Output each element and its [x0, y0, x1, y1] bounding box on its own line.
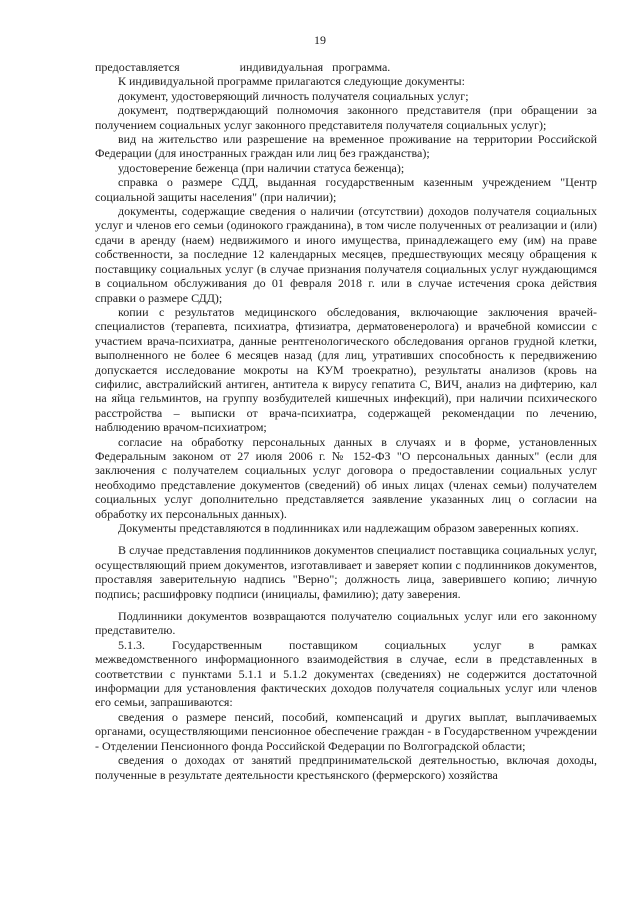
paragraph-residence-permit: вид на жительство или разрешение на временное проживание на территории Российской Федерации (для иностранных граждан или лиц без гражданства);: [95, 132, 597, 161]
paragraph-pension-info: сведения о размере пенсий, пособий, компенсаций и других выплат, выплачиваемых органами, осуществляющими пенсионное обеспечение граждан - в Государственном учреждении - Отделении Пенсионного фонда Российской Федерации по Волгоградской области;: [95, 709, 597, 753]
paragraph-5-1-3: 5.1.3. Государственным поставщиком социальных услуг в рамках межведомственного информационного взаимодействия в случае, если в представленных в соответствии с пунктами 5.1.1 и 5.1.2 документах (сведениях) не содержится достаточной информации для установления фактических доходов получателя социальных услуг или членов его семьи, запрашиваются:: [95, 637, 600, 710]
paragraph-personal-data-consent: согласие на обработку персональных данных в случаях и в форме, установленных Федеральным законом от 27 июля 2006 г. № 152-ФЗ "О персональных данных" (если для заключения с получателем социальных услуг договора о предоставлении социальных услуг необходимо представление документов (сведений) об иных лицах (членах семьи) получателем социальных услуг дополнительно представляется заявление указанных лиц о согласии на обработку их персональных данных).: [95, 434, 597, 521]
document-body: [95, 60, 600, 782]
paragraph-program-provided: предоставляется индивидуальная программа.: [95, 60, 391, 74]
paragraph-copy-certification: В случае представления подлинников документов специалист поставщика социальных услуг, осуществляющий прием документов, изготавливает и заверяет копии с подлинников документов, проставляя заверительную надпись "Верно"; должность лица, заверившего копию; личную подпись; расшифровку подписи (инициалы, фамилию); дату заверения.: [95, 543, 597, 601]
page-number: 19: [314, 33, 326, 47]
paragraph-representative-authority: документ, подтверждающий полномочия законного представителя (при обращении за получением социальных услуг законного представителя получателя социальных услуг);: [95, 103, 597, 132]
paragraph-originals-or-copies: Документы представляются в подлинниках или надлежащим образом заверенных копиях.: [118, 521, 579, 535]
paragraph-business-income: сведения о доходах от занятий предпринимательской деятельностью, включая доходы, полученные в результате деятельности крестьянского (фермерского) хозяйства: [95, 753, 597, 782]
paragraph-attached-documents-intro: К индивидуальной программе прилагаются следующие документы:: [118, 74, 465, 89]
paragraph-originals-returned: Подлинники документов возвращаются получателю социальных услуг или его законному представителю.: [95, 609, 597, 638]
paragraph-identity-document: документ, удостоверяющий личность получателя социальных услуг;: [118, 88, 469, 103]
paragraph-medical-results: копии с результатов медицинского обследования, включающие заключения врачей-специалистов (терапевта, психиатра, фтизиатра, дерматовенеролога) и врачебной комиссии с участием врача-психиатра, данные рентгенологического обследования органов грудной клетки, выполненного не более 6 месяцев назад (для лиц, утративших способность к передвижению допускается исследование мокроты на КУМ троекратно), результаты анализов (кровь на сифилис, австралийский антиген, антитела к вирусу гепатита С, ВИЧ, анализ на дифтерию, кал на яйца гельминтов, на группу возбудителей кишечных инфекций), при наличии психического расстройства – выписки от врача-психиатра, содержащей рекомендации по лечению, наблюдению врачом-психиатром;: [95, 304, 597, 435]
paragraph-income-documents: документы, содержащие сведения о наличии (отсутствии) доходов получателя социальных услуг и членов его семьи (одинокого гражданина), в том числе полученных от реализации и (или) сдачи в аренду (наем) недвижимого и иного имущества, принадлежащего ему (им) на праве собственности, за последние 12 календарных месяцев, предшествующих месяцу обращения к поставщику социальных услуг (в случае признания получателя социальных услуг нуждающимся в социальном обслуживания до 01 февраля 2018 г. или в случае истечения срока действия справки о размере СДД);: [95, 204, 597, 305]
paragraph-sdd-certificate: справка о размере СДД, выданная государственным казенным учреждением "Центр социальной защиты населения" (при наличии);: [95, 175, 597, 204]
paragraph-refugee-certificate: удостоверение беженца (при наличии статуса беженца);: [118, 160, 405, 175]
